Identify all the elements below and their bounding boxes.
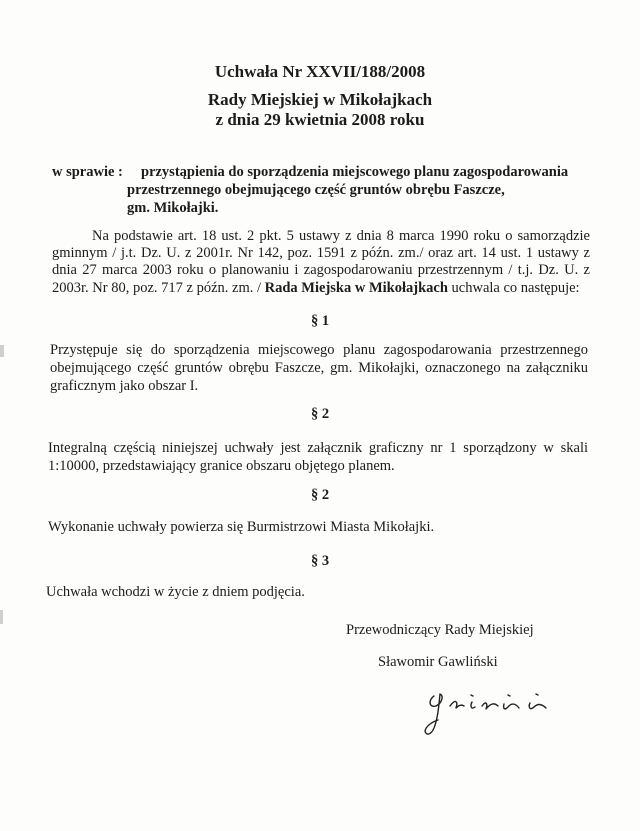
preamble-line-4 (52, 280, 580, 297)
section-4-line-1: Uchwała wchodzi w życie z dniem podjęcia. (46, 584, 305, 600)
section-1-mark: § 1 (310, 313, 330, 329)
subject-prefix: w sprawie : (52, 164, 123, 180)
signatory-name: Sławomir Gawliński (378, 654, 498, 670)
signatory-role: Przewodniczący Rady Miejskiej (346, 622, 534, 638)
section-1-line-2: obejmującego część gruntów obrębu Faszcze, gm. Mikołajki, oznaczonego na załączniku (50, 360, 588, 376)
section-1-line-1: Przystępuje się do sporządzenia miejscowego planu zagospodarowania przestrzennego (50, 342, 588, 358)
subject-line-1: przystąpienia do sporządzenia miejscowego planu zagospodarowania (141, 164, 569, 180)
section-3-line-1: Wykonanie uchwały powierza się Burmistrzowi Miasta Mikołajki. (48, 519, 435, 535)
scan-mark (0, 345, 4, 357)
preamble-council: Rada Miejska w Mikołajkach (264, 280, 448, 296)
section-2-line-2: 1:10000, przedstawiający granice obszaru objętego planem. (48, 458, 395, 474)
resolution-number: Uchwała Nr XXVII/188/2008 (214, 62, 426, 81)
preamble-line-3: dnia 27 marca 2003 roku o planowaniu i zagospodarowaniu przestrzennym / t.j. Dz. U. z (52, 262, 590, 278)
preamble-resolves: uchwala co następuje: (451, 280, 580, 296)
council-name: Rady Miejskiej w Mikołajkach (207, 90, 433, 109)
subject-line-2: przestrzennego obejmującego część gruntów obrębu Faszcze, (127, 182, 505, 198)
section-2-line-1: Integralną częścią niniejszej uchwały jest załącznik graficzny nr 1 sporządzony w skali (48, 440, 588, 456)
resolution-date: z dnia 29 kwietnia 2008 roku (215, 110, 425, 129)
section-4-mark: § 3 (310, 553, 330, 569)
preamble-legal-basis: 2003r. Nr 80, poz. 717 z późn. zm. / (52, 280, 262, 296)
handwritten-signature (420, 682, 570, 747)
scan-mark (0, 610, 3, 624)
section-1-line-3: graficznym jako obszar I. (50, 378, 199, 394)
preamble-line-2: gminnym / j.t. Dz. U. z 2001r. Nr 142, poz. 1591 z późn. zm./ oraz art. 14 ust. 1 ustawy z (52, 245, 590, 261)
section-2-mark: § 2 (310, 406, 330, 422)
section-3-mark: § 2 (310, 487, 330, 503)
preamble-line-1: Na podstawie art. 18 ust. 2 pkt. 5 ustawy z dnia 8 marca 1990 roku o samorządzie (92, 228, 590, 244)
subject-line-3: gm. Mikołajki. (127, 200, 219, 216)
